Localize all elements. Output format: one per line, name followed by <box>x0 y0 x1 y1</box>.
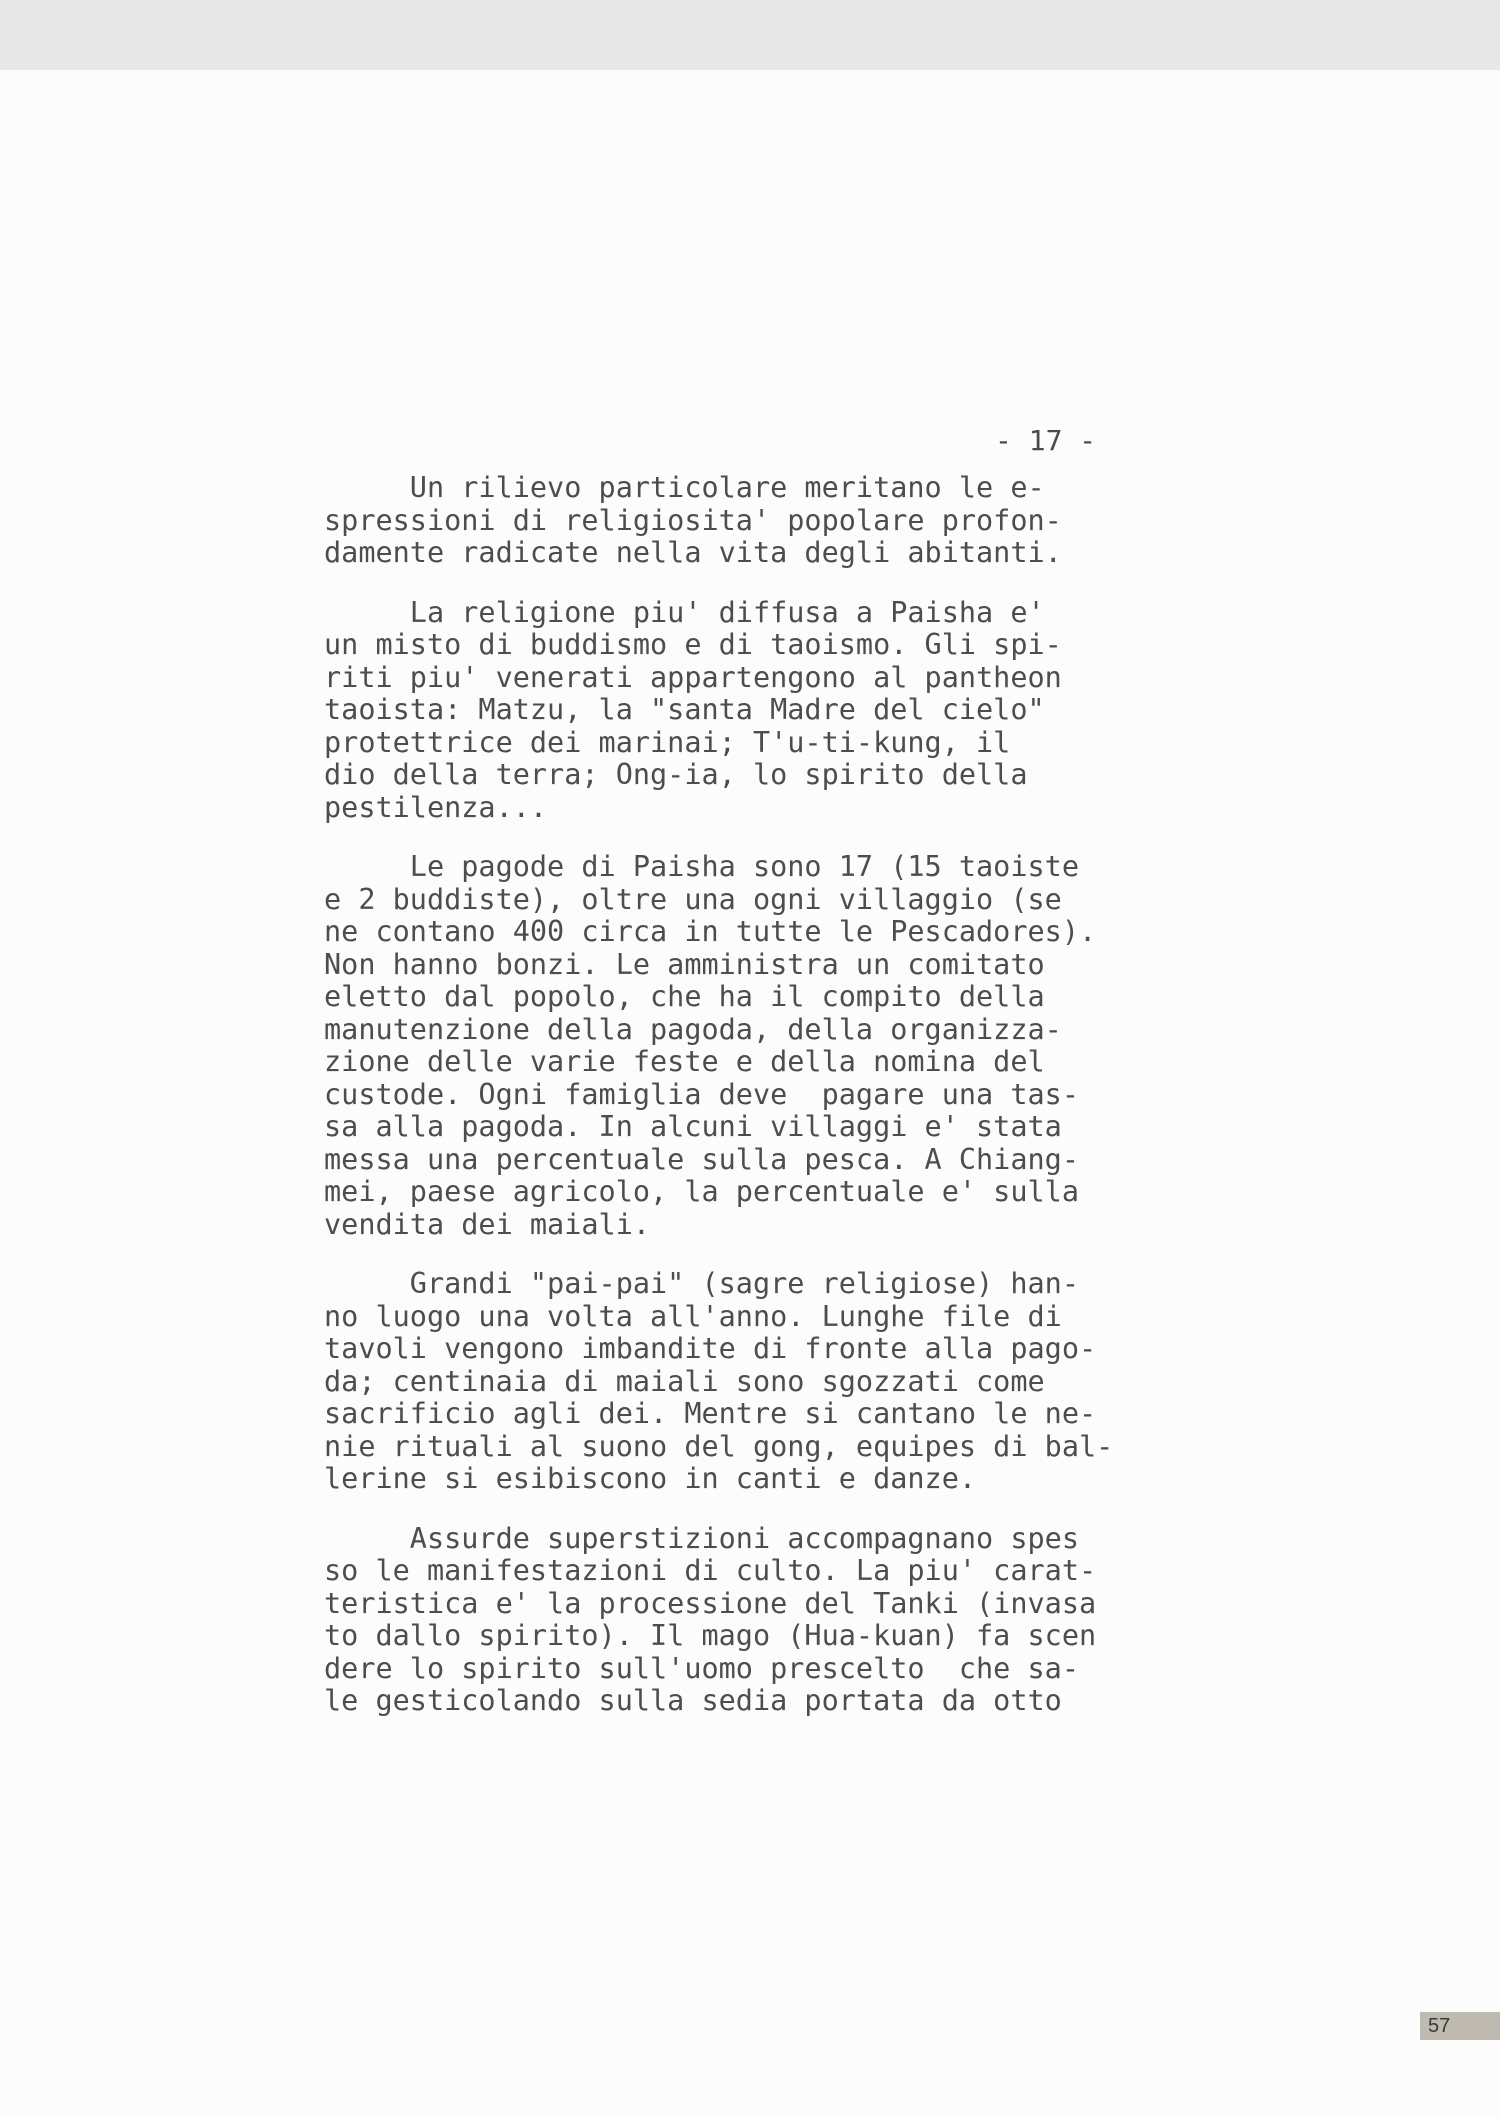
text-line: custode. Ogni famiglia deve pagare una tas- <box>324 1077 1079 1111</box>
text-line: La religione piu' diffusa a Paisha e' <box>324 595 1045 629</box>
text-line: so le manifestazioni di culto. La piu' carat- <box>324 1554 1097 1587</box>
paragraph <box>324 1523 1204 1718</box>
text-line: nie rituali al suono del gong, equipes di bal- <box>324 1429 1114 1463</box>
text-line: zione delle varie feste e della nomina del <box>324 1045 1045 1078</box>
text-line: Le pagode di Paisha sono 17 (15 taoiste <box>324 850 1079 883</box>
paragraph <box>324 597 1204 825</box>
page-number-header: - 17 - <box>995 424 1097 457</box>
text-line: sacrificio agli dei. Mentre si cantano le ne- <box>324 1397 1097 1430</box>
text-line: protettrice dei marinai; T'u-ti-kung, il <box>324 725 1011 759</box>
text-line: tavoli vengono imbandite di fronte alla pago- <box>324 1332 1097 1365</box>
text-line: messa una percentuale sulla pesca. A Chiang- <box>324 1142 1079 1176</box>
scan-top-band <box>0 0 1500 70</box>
text-line: Non hanno bonzi. Le amministra un comitato <box>324 947 1045 981</box>
paragraph <box>324 472 1204 570</box>
text-line: damente radicate nella vita degli abitanti. <box>324 536 1062 569</box>
text-line: dere lo spirito sull'uomo prescelto che sa- <box>324 1651 1079 1685</box>
text-line: no luogo una volta all'anno. Lunghe file di <box>324 1299 1062 1333</box>
text-line: da; centinaia di maiali sono sgozzati come <box>324 1364 1045 1398</box>
folio-page-number: 57 <box>1420 2012 1500 2040</box>
text-line: taoista: Matzu, la "santa Madre del cielo" <box>324 693 1045 726</box>
text-line: le gesticolando sulla sedia portata da otto <box>324 1684 1062 1717</box>
text-line: Grandi "pai-pai" (sagre religiose) han- <box>324 1267 1079 1300</box>
text-line: pestilenza... <box>324 790 548 824</box>
text-line: riti piu' venerati appartengono al pantheon <box>324 660 1062 694</box>
text-line: teristica e' la processione del Tanki (invasa <box>324 1586 1097 1620</box>
text-line: to dallo spirito). Il mago (Hua-kuan) fa scen <box>324 1619 1097 1652</box>
text-line: eletto dal popolo, che ha il compito della <box>324 980 1045 1013</box>
text-line: manutenzione della pagoda, della organizza- <box>324 1012 1062 1046</box>
text-line: spressioni di religiosita' popolare profon- <box>324 503 1062 537</box>
text-line: sa alla pagoda. In alcuni villaggi e' stata <box>324 1110 1062 1143</box>
text-line: vendita dei maiali. <box>324 1207 651 1241</box>
text-line: lerine si esibiscono in canti e danze. <box>324 1462 977 1495</box>
text-line: un misto di buddismo e di taoismo. Gli spi- <box>324 628 1062 661</box>
text-line: ne contano 400 circa in tutte le Pescadores). <box>324 915 1097 948</box>
text-line: dio della terra; Ong-ia, lo spirito della <box>324 758 1028 791</box>
body-text <box>324 472 1204 1745</box>
paragraph <box>324 851 1204 1241</box>
paragraph <box>324 1268 1204 1496</box>
text-line: e 2 buddiste), oltre una ogni villaggio (se <box>324 882 1062 916</box>
text-line: mei, paese agricolo, la percentuale e' sulla <box>324 1175 1079 1208</box>
text-line: Un rilievo particolare meritano le e- <box>324 471 1045 504</box>
text-line: Assurde superstizioni accompagnano spes <box>324 1521 1079 1555</box>
